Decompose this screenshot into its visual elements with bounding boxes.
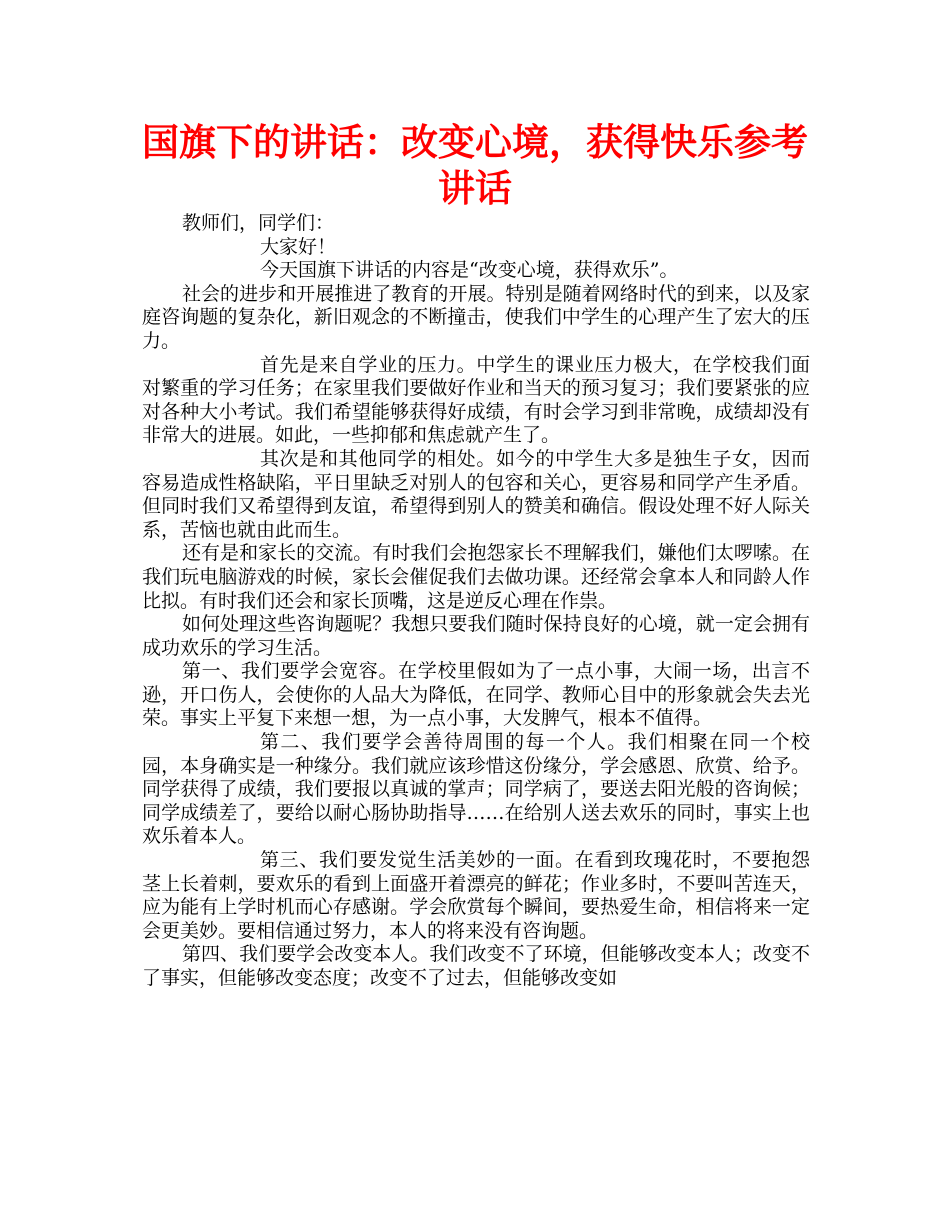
- document-title: 国旗下的讲话：改变心境，获得快乐参考讲话: [142, 121, 808, 210]
- paragraph: 今天国旗下讲话的内容是“改变心境，获得欢乐”。: [260, 259, 679, 282]
- paragraph: 首先是来自学业的压力。中学生的课业压力极大，在学校我们面对繁重的学习任务；在家里我们要做好作业和当天的预习复习；我们要紧张的应对各种大小考试。我们希望能够获得好成绩，有时会学习到非常晚，成绩却没有非常大的进展。如此，一些抑郁和焦虑就产生了。: [142, 353, 810, 447]
- paragraph: 第四、我们要学会改变本人。我们改变不了环境，但能够改变本人；改变不了事实，但能够改变态度；改变不了过去，但能够改变如: [142, 943, 810, 989]
- paragraph: 还有是和家长的交流。有时我们会抱怨家长不理解我们，嫌他们太啰嗦。在我们玩电脑游戏的时候，家长会催促我们去做功课。还经常会拿本人和同龄人作比拟。有时我们还会和家长顶嘴，这是逆反心理在作祟。: [142, 542, 810, 612]
- paragraph: 如何处理这些咨询题呢？我想只要我们随时保持良好的心境，就一定会拥有成功欢乐的学习生活。: [142, 613, 810, 659]
- paragraph: 其次是和其他同学的相处。如今的中学生大多是独生子女，因而容易造成性格缺陷，平日里缺乏对别人的包容和关心，更容易和同学产生矛盾。但同时我们又希望得到友谊，希望得到别人的赞美和确信。假设处理不好人际关系，苦恼也就由此而生。: [142, 447, 810, 541]
- paragraph: 第二、我们要学会善待周围的每一个人。我们相聚在同一个校园，本身确实是一种缘分。我们就应该珍惜这份缘分，学会感恩、欣赏、给予。同学获得了成绩，我们要报以真诚的掌声；同学病了，要送去阳光般的咨询候；同学成绩差了，要给以耐心肠协助指导……在给别人送去欢乐的同时，事实上也欢乐着本人。: [142, 731, 810, 848]
- document-body: [142, 212, 810, 991]
- paragraph: 教师们，同学们：: [182, 212, 335, 234]
- paragraph: 第三、我们要发觉生活美妙的一面。在看到玫瑰花时，不要抱怨茎上长着刺，要欢乐的看到上面盛开着漂亮的鲜花；作业多时，不要叫苦连天，应为能有上学时机而心存感谢。学会欣赏每个瞬间，要热爱生命，相信将来一定会更美妙。要相信通过努力，本人的将来没有咨询题。: [142, 849, 810, 942]
- paragraph: 大家好！: [260, 235, 337, 258]
- paragraph: 第一、我们要学会宽容。在学校里假如为了一点小事，大闹一场，出言不逊，开口伤人，会使你的人品大为降低，在同学、教师心目中的形象就会失去光荣。事实上平复下来想一想，为一点小事，大发脾气，根本不值得。: [142, 660, 810, 730]
- paragraph: 社会的进步和开展推进了教育的开展。特别是随着网络时代的到来，以及家庭咨询题的复杂化，新旧观念的不断撞击，使我们中学生的心理产生了宏大的压力。: [142, 282, 810, 352]
